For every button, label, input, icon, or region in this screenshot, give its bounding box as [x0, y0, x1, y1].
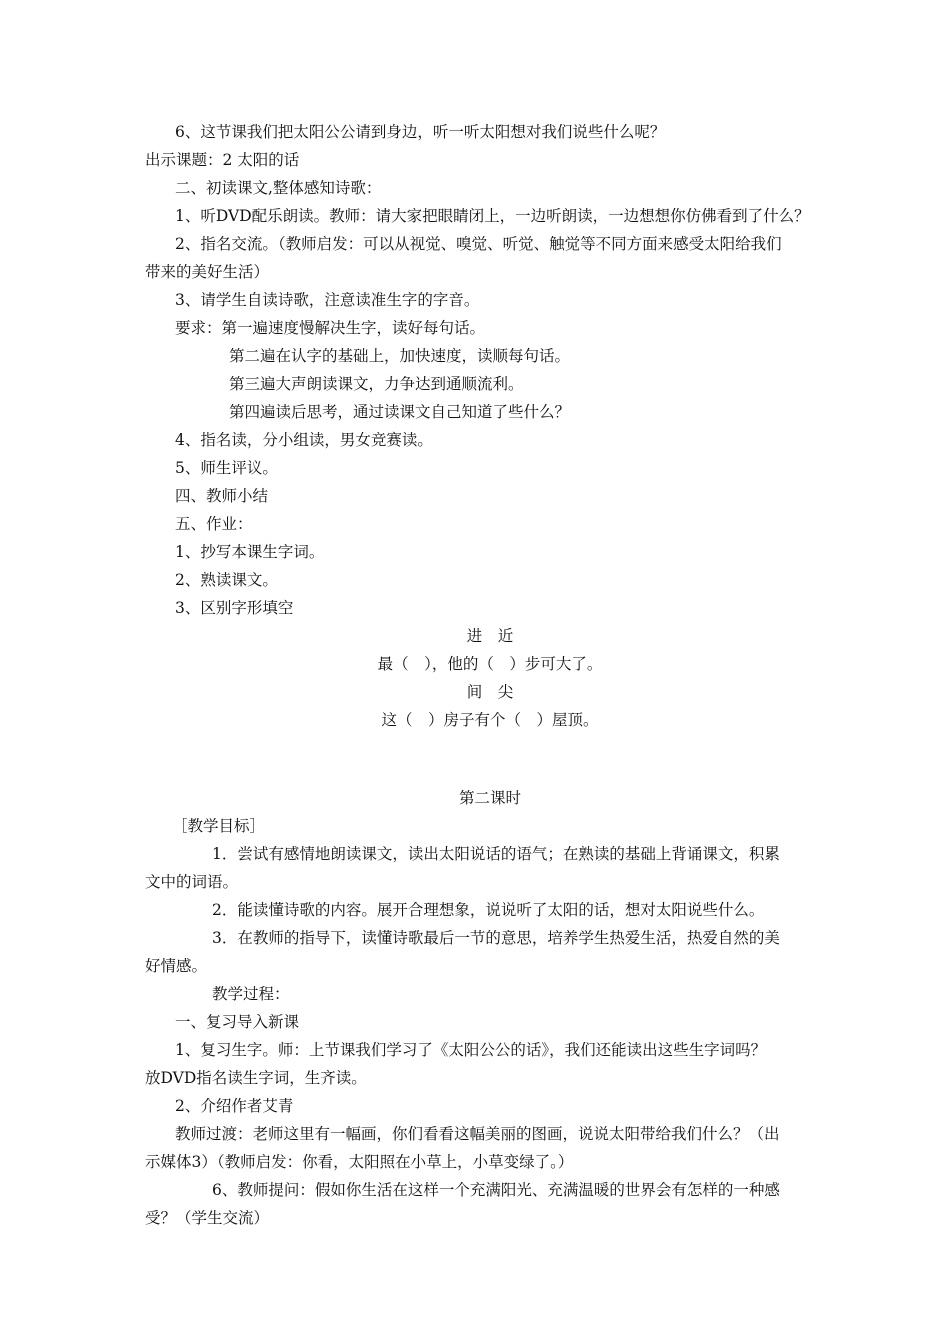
text-line: 示媒体3）（教师启发：你看，太阳照在小草上，小草变绿了。） — [145, 1153, 574, 1171]
text-line: 4、指名读，分小组读，男女竞赛读。 — [175, 431, 433, 449]
exercise-chars: 进 近 — [466, 627, 514, 645]
text-line: 第四遍读后思考，通过读课文自己知道了些什么？ — [229, 403, 571, 421]
section-heading: 五、作业： — [175, 515, 253, 533]
text-line: 1、听DVD配乐朗读。教师：请大家把眼睛闭上，一边听朗读，一边想想你仿佛看到了什么？ — [175, 207, 810, 225]
text-line: 2、指名交流。（教师启发：可以从视觉、嗅觉、听觉、触觉等不同方面来感受太阳给我们 — [175, 235, 782, 253]
text-line: 受？（学生交流） — [145, 1209, 270, 1227]
text-line: 2、介绍作者艾青 — [175, 1097, 294, 1115]
text-line: 2、熟读课文。 — [175, 571, 278, 589]
text-line: 放DVD指名读生字词，生齐读。 — [145, 1069, 367, 1087]
section-heading: 四、教师小结 — [175, 487, 269, 505]
text-line: 1、复习生字。师：上节课我们学习了《太阳公公的话》，我们还能读出这些生字词吗？ — [175, 1041, 767, 1059]
text-line: 带来的美好生活） — [145, 263, 270, 281]
text-line: 2．能读懂诗歌的内容。展开合理想象，说说听了太阳的话，想对太阳说些什么。 — [212, 901, 765, 919]
lesson-title: 第二课时 — [458, 789, 521, 807]
section-heading: 二、初读课文,整体感知诗歌： — [175, 179, 382, 197]
section-heading: ［教学目标］ — [172, 817, 266, 835]
exercise-sentence: 这（ ）房子有个（ ）屋顶。 — [381, 711, 599, 729]
text-line: 6、这节课我们把太阳公公请到身边，听一听太阳想对我们说些什么呢？ — [175, 123, 666, 141]
text-line: 第三遍大声朗读课文，力争达到通顺流利。 — [229, 375, 524, 393]
text-line: 6、教师提问：假如你生活在这样一个充满阳光、充满温暖的世界会有怎样的一种感 — [212, 1181, 780, 1199]
text-line: 好情感。 — [145, 957, 208, 975]
text-line: 1．尝试有感情地朗读课文，读出太阳说话的语气；在熟读的基础上背诵课文，积累 — [212, 845, 780, 863]
text-line: 教师过渡：老师这里有一幅画，你们看看这幅美丽的图画，说说太阳带给我们什么？（出 — [175, 1125, 780, 1143]
exercise-sentence: 最（ ），他的（ ）步可大了。 — [377, 655, 603, 673]
section-heading: 教学过程： — [212, 985, 290, 1003]
text-line: 3、请学生自读诗歌，注意读准生字的字音。 — [175, 291, 480, 309]
exercise-chars: 间 尖 — [466, 683, 514, 701]
text-line: 5、师生评议。 — [175, 459, 278, 477]
text-line: 第二遍在认字的基础上，加快速度，读顺每句话。 — [229, 347, 571, 365]
section-heading: 一、复习导入新课 — [175, 1013, 300, 1031]
text-line: 3．在教师的指导下，读懂诗歌最后一节的意思，培养学生热爱生活，热爱自然的美 — [212, 929, 780, 947]
text-line: 文中的词语。 — [145, 873, 239, 891]
text-line: 3、区别字形填空 — [175, 599, 294, 617]
text-line: 出示课题：2 太阳的话 — [145, 151, 300, 169]
text-line: 要求：第一遍速度慢解决生字，读好每句话。 — [175, 319, 486, 337]
text-line: 1、抄写本课生字词。 — [175, 543, 325, 561]
